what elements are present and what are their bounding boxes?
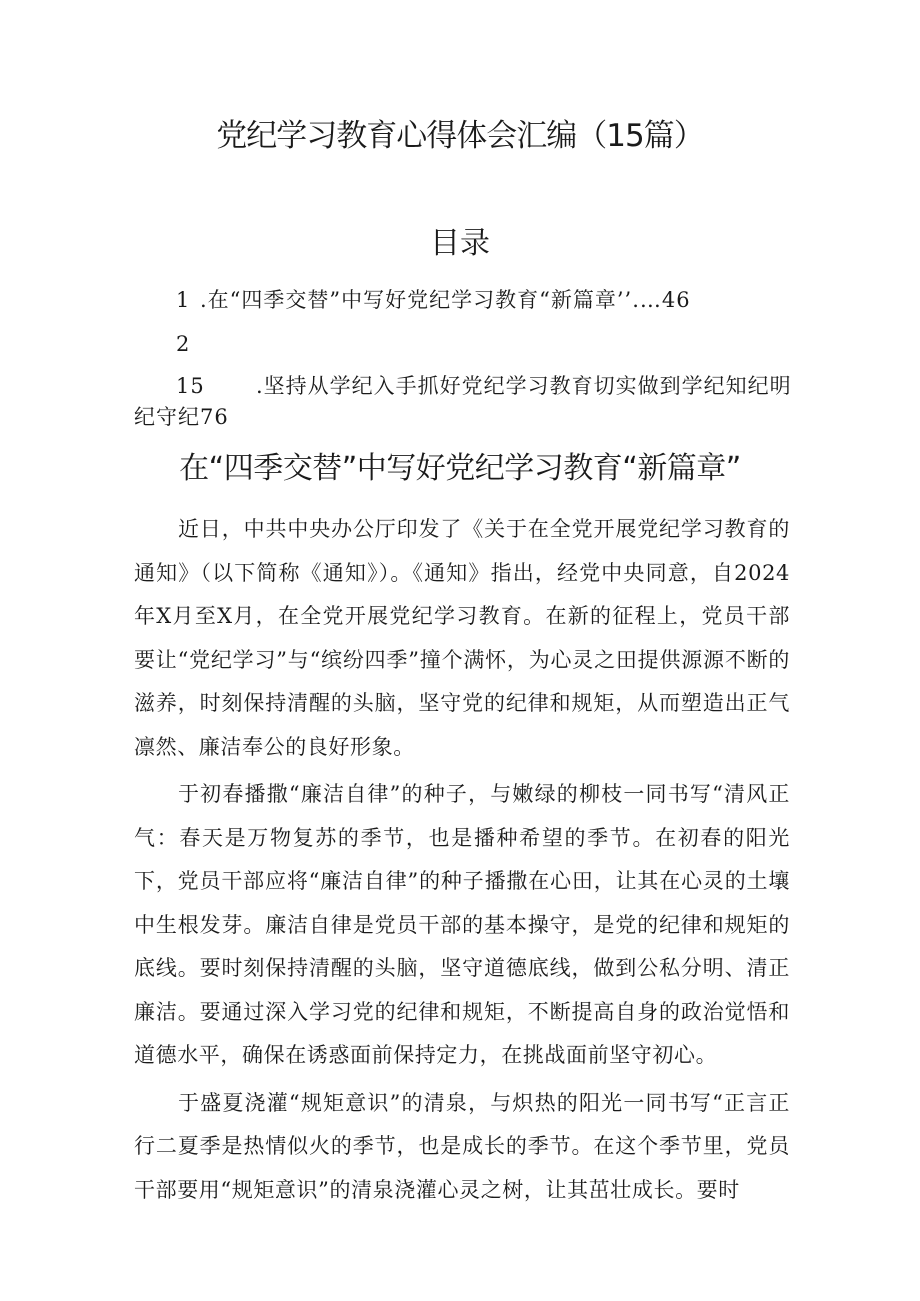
toc-entry-number: 15 xyxy=(176,374,205,398)
toc-entry[interactable] xyxy=(176,371,792,401)
article-paragraph: 近日，中共中央办公厅印发了《关于在全党开展党纪学习教育的通知》（以下简称《通知》）。《通知》指出，经党中央同意，自2024年X月至X月，在全党开展党纪学习教育。在新的征程上，党员干部要让“党纪学习”与“缤纷四季”撞个满怀，为心灵之田提供源源不断的滋养，时刻保持清醒的头脑，坚守党的纪律和规矩，从而塑造出正气凛然、廉洁奉公的良好形象。 xyxy=(134,517,790,759)
toc-heading: 目录 xyxy=(430,226,490,261)
toc-entry-number: 2 xyxy=(176,332,191,356)
toc-entry-number: 1 xyxy=(176,288,191,312)
toc-entry-text: .坚持从学纪入手抓好党纪学习教育切实做到学纪知纪明 xyxy=(256,374,792,398)
article-paragraph: 于初春播撒“廉洁自律”的种子，与嫩绿的柳枝一同书写“清风正气：春天是万物复苏的季节，也是播种希望的季节。在初春的阳光下，党员干部应将“廉洁自律”的种子播撒在心田，让其在心灵的土壤中生根发芽。廉洁自律是党员干部的基本操守，是党的纪律和规矩的底线。要时刻保持清醒的头脑，坚守道德底线，做到公私分明、清正廉洁。要通过深入学习党的纪律和规矩，不断提高自身的政治觉悟和道德水平，确保在诱惑面前保持定力，在挑战面前坚守初心。 xyxy=(134,782,790,1067)
article-title: 在“四季交替”中写好党纪学习教育“新篇章” xyxy=(179,451,741,486)
toc-entry[interactable] xyxy=(176,285,691,315)
toc-entry-continuation: 纪守纪76 xyxy=(134,405,229,429)
document-title: 党纪学习教育心得体会汇编（15篇） xyxy=(216,118,704,154)
toc-entry[interactable] xyxy=(176,329,200,359)
article-body xyxy=(134,508,790,1216)
article-paragraph: 于盛夏浇灌“规矩意识”的清泉，与炽热的阳光一同书写“正言正行二夏季是热情似火的季节，也是成长的季节。在这个季节里，党员干部要用“规矩意识”的清泉浇灌心灵之树，让其茁壮成长。要时 xyxy=(134,1090,790,1202)
toc-entry-text: .在“四季交替”中写好党纪学习教育“新篇章’’.…46 xyxy=(200,288,691,312)
